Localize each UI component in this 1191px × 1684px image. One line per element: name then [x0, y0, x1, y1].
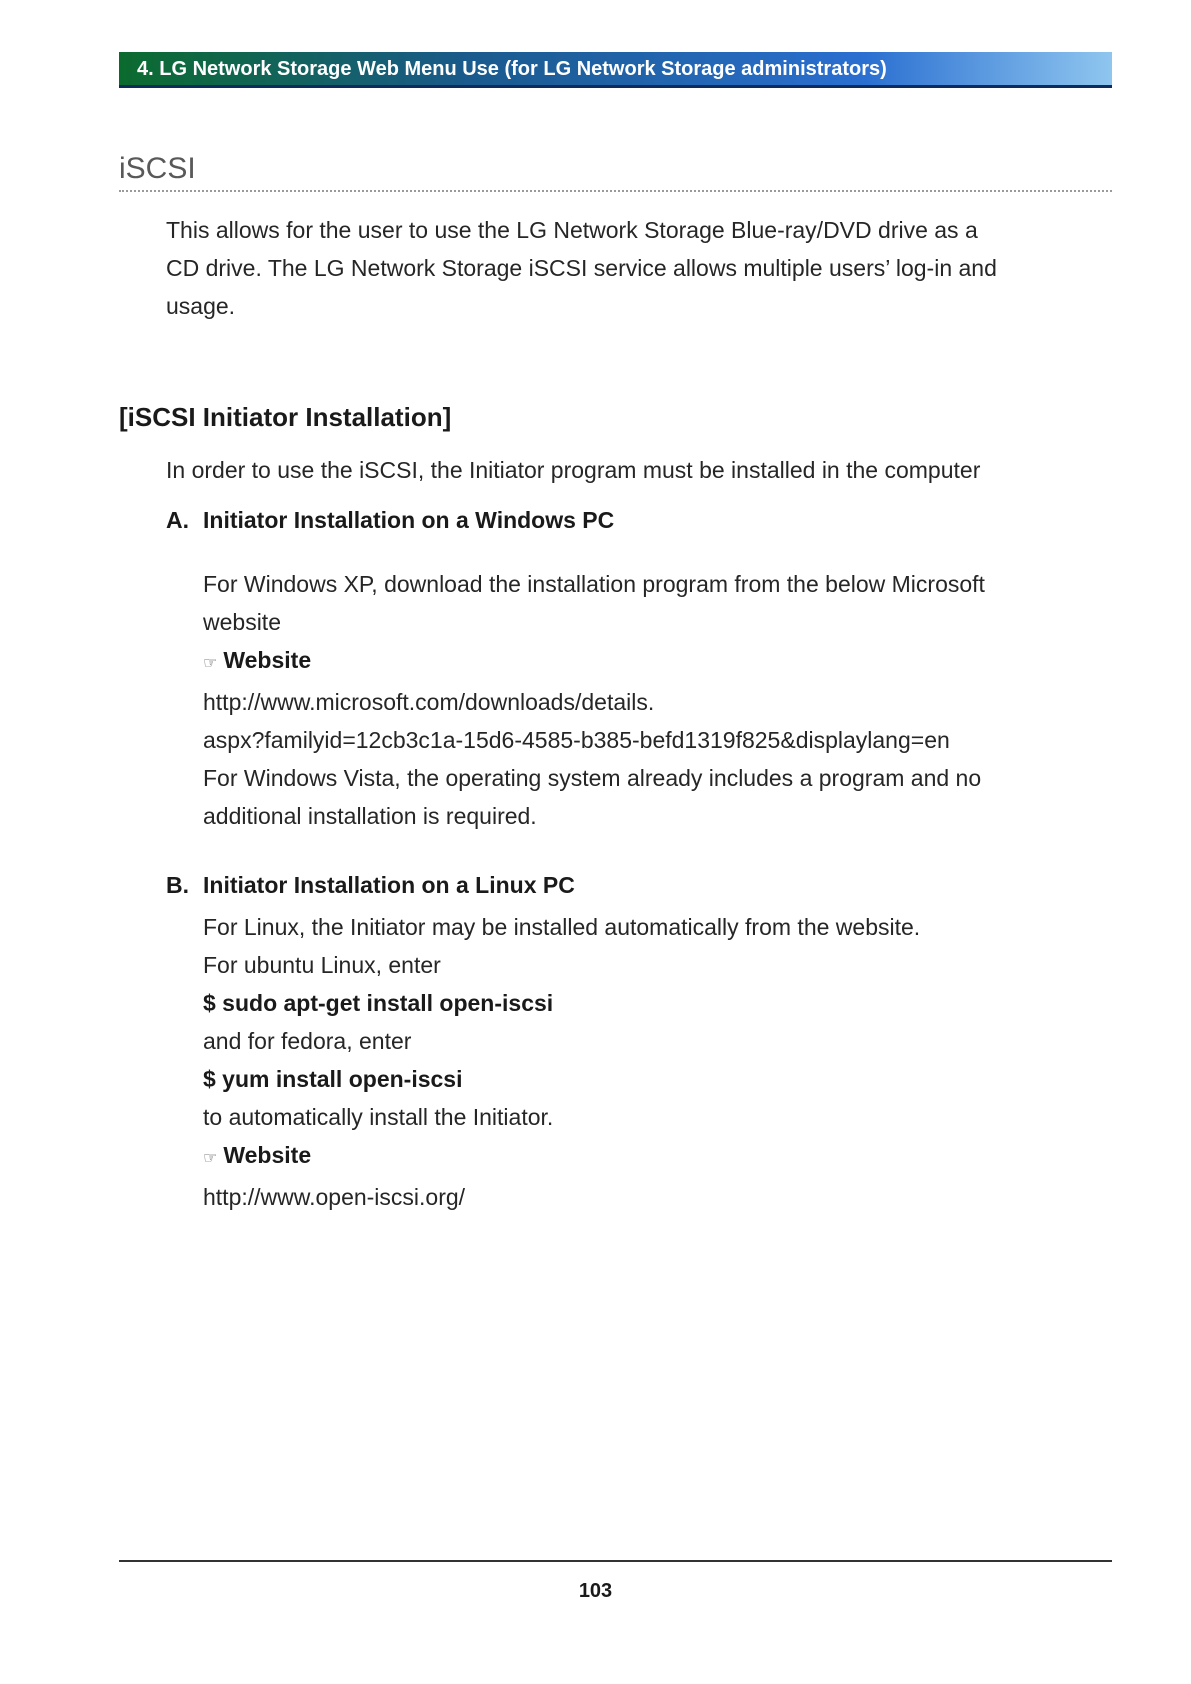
section-title: iSCSI	[119, 152, 196, 185]
ubuntu-command: $ sudo apt-get install open-iscsi	[203, 990, 554, 1016]
page-number: 103	[578, 1580, 613, 1602]
item-b-body	[203, 908, 1103, 1216]
item-a-line: additional installation is required.	[203, 803, 537, 829]
item-b-heading	[166, 872, 575, 899]
item-a-body	[203, 565, 1103, 835]
footer-divider	[119, 1560, 1112, 1562]
item-a-line: For Windows XP, download the installation program from the below Microsoft	[203, 571, 985, 597]
item-a-letter: A.	[166, 507, 189, 533]
chapter-header-bar	[119, 52, 1112, 88]
item-a-heading	[166, 507, 614, 534]
item-a-website-label: Website	[223, 647, 312, 673]
item-a-website-label-row	[203, 641, 1103, 683]
chapter-header-title: 4. LG Network Storage Web Menu Use (for LG Network Storage administrators)	[137, 58, 887, 80]
pointing-hand-icon: ☞	[203, 1150, 218, 1167]
installation-intro: In order to use the iSCSI, the Initiator program must be installed in the computer	[166, 457, 981, 483]
item-b-line: to automatically install the Initiator.	[203, 1104, 554, 1130]
item-b-title: Initiator Installation on a Linux PC	[203, 872, 575, 898]
installation-heading: [iSCSI Initiator Installation]	[119, 402, 452, 432]
intro-line: This allows for the user to use the LG Network Storage Blue-ray/DVD drive as a	[166, 217, 978, 243]
item-b-line: For ubuntu Linux, enter	[203, 952, 441, 978]
item-b-website-label-row	[203, 1136, 1103, 1178]
open-iscsi-url[interactable]: http://www.open-iscsi.org/	[203, 1184, 466, 1210]
fedora-command: $ yum install open-iscsi	[203, 1066, 463, 1092]
item-b-website-label: Website	[223, 1142, 312, 1168]
intro-line: CD drive. The LG Network Storage iSCSI service allows multiple users’ log-in and	[166, 255, 997, 281]
pointing-hand-icon: ☞	[203, 655, 218, 672]
item-b-line: and for fedora, enter	[203, 1028, 412, 1054]
item-a-line: website	[203, 609, 281, 635]
item-b-letter: B.	[166, 872, 189, 898]
microsoft-url-line-1[interactable]: http://www.microsoft.com/downloads/details.	[203, 689, 655, 715]
section-intro	[166, 211, 1096, 325]
item-a-title: Initiator Installation on a Windows PC	[203, 507, 615, 533]
microsoft-url-line-2[interactable]: aspx?familyid=12cb3c1a-15d6-4585-b385-befd1319f825&displaylang=en	[203, 727, 950, 753]
intro-line: usage.	[166, 293, 236, 319]
item-a-line: For Windows Vista, the operating system already includes a program and no	[203, 765, 982, 791]
section-title-divider	[119, 190, 1112, 192]
item-b-line: For Linux, the Initiator may be installed automatically from the website.	[203, 914, 921, 940]
